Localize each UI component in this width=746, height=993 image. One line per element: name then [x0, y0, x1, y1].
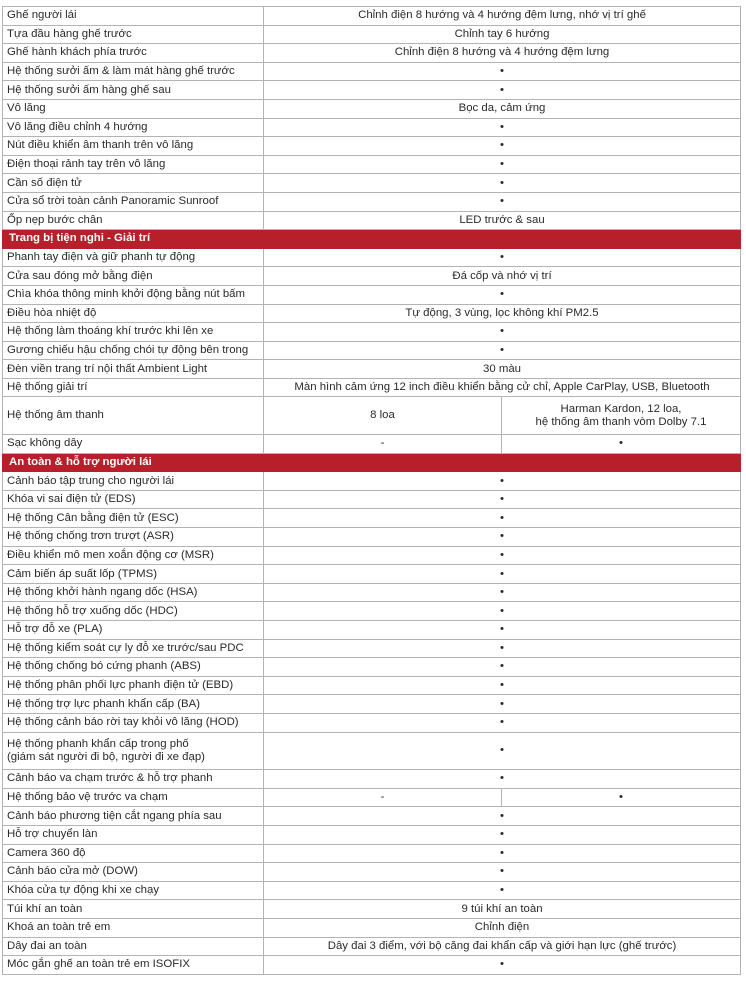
spec-table-body — [3, 7, 741, 975]
spec-value: Bọc da, cảm ứng — [264, 99, 741, 118]
spec-label: Ốp nẹp bước chân — [3, 211, 264, 230]
availability-bullet: • — [264, 658, 741, 677]
spec-row — [3, 825, 741, 844]
spec-row — [3, 7, 741, 26]
spec-table — [2, 6, 741, 975]
spec-row — [3, 546, 741, 565]
availability-bullet: • — [264, 490, 741, 509]
spec-label: Hệ thống trợ lực phanh khẩn cấp (BA) — [3, 695, 264, 714]
spec-label: Hệ thống giải trí — [3, 378, 264, 397]
availability-bullet: • — [264, 583, 741, 602]
spec-row — [3, 360, 741, 379]
variant-a-value: - — [264, 435, 502, 454]
spec-label-line: Hệ thống phanh khẩn cấp trong phố — [7, 737, 189, 750]
section-title: Trang bị tiện nghi - Giải trí — [3, 230, 741, 249]
availability-bullet: • — [264, 509, 741, 528]
availability-bullet: • — [264, 807, 741, 826]
spec-row — [3, 155, 741, 174]
availability-bullet: • — [264, 137, 741, 156]
spec-row — [3, 378, 741, 397]
spec-label: Dây đai an toàn — [3, 937, 264, 956]
spec-label — [3, 732, 264, 770]
variant-b-value: • — [502, 788, 741, 807]
spec-label: Hệ thống chống bó cứng phanh (ABS) — [3, 658, 264, 677]
spec-row — [3, 25, 741, 44]
availability-bullet: • — [264, 770, 741, 789]
spec-label: Ghế hành khách phía trước — [3, 44, 264, 63]
availability-bullet: • — [264, 732, 741, 770]
spec-row — [3, 770, 741, 789]
spec-row — [3, 658, 741, 677]
spec-label: Sạc không dây — [3, 435, 264, 454]
spec-row — [3, 639, 741, 658]
spec-value: 30 màu — [264, 360, 741, 379]
spec-row — [3, 918, 741, 937]
spec-label-line: (giám sát người đi bộ, người đi xe đạp) — [7, 750, 205, 763]
spec-row — [3, 881, 741, 900]
spec-label: Chìa khóa thông minh khởi động bằng nút bấm — [3, 285, 264, 304]
variant-b-value — [502, 397, 741, 435]
spec-row — [3, 509, 741, 528]
spec-label: Cảm biến áp suất lốp (TPMS) — [3, 565, 264, 584]
spec-row — [3, 676, 741, 695]
spec-value: LED trước & sau — [264, 211, 741, 230]
spec-row — [3, 621, 741, 640]
spec-label: Móc gắn ghế an toàn trẻ em ISOFIX — [3, 956, 264, 975]
spec-label: Camera 360 độ — [3, 844, 264, 863]
spec-row — [3, 44, 741, 63]
spec-label: Hệ thống Cân bằng điện tử (ESC) — [3, 509, 264, 528]
availability-bullet: • — [264, 565, 741, 584]
spec-label: Hệ thống khởi hành ngang dốc (HSA) — [3, 583, 264, 602]
spec-value: Màn hình cảm ứng 12 inch điều khiển bằng cử chỉ, Apple CarPlay, USB, Bluetooth — [264, 378, 741, 397]
spec-label: Hệ thống kiểm soát cự ly đỗ xe trước/sau PDC — [3, 639, 264, 658]
availability-bullet: • — [264, 825, 741, 844]
availability-bullet: • — [264, 192, 741, 211]
spec-row — [3, 788, 741, 807]
availability-bullet: • — [264, 546, 741, 565]
spec-label: Túi khí an toàn — [3, 900, 264, 919]
spec-row — [3, 211, 741, 230]
spec-label: Vô lăng — [3, 99, 264, 118]
spec-row — [3, 472, 741, 491]
spec-row — [3, 81, 741, 100]
availability-bullet: • — [264, 174, 741, 193]
variant-a-value: - — [264, 788, 502, 807]
variant-b-line: Harman Kardon, 12 loa, — [560, 402, 682, 415]
availability-bullet: • — [264, 713, 741, 732]
spec-row — [3, 137, 741, 156]
spec-label: Tựa đầu hàng ghế trước — [3, 25, 264, 44]
spec-row — [3, 397, 741, 435]
spec-value: Tự động, 3 vùng, lọc không khí PM2.5 — [264, 304, 741, 323]
spec-label: Ghế người lái — [3, 7, 264, 26]
spec-label: Cảnh báo tập trung cho người lái — [3, 472, 264, 491]
availability-bullet: • — [264, 844, 741, 863]
spec-label: Cửa sau đóng mở bằng điện — [3, 267, 264, 286]
spec-label: Hệ thống làm thoáng khí trước khi lên xe — [3, 323, 264, 342]
spec-value: Chỉnh điện 8 hướng và 4 hướng đệm lưng — [264, 44, 741, 63]
availability-bullet: • — [264, 621, 741, 640]
spec-row — [3, 490, 741, 509]
spec-label: Khoá an toàn trẻ em — [3, 918, 264, 937]
spec-label: Hệ thống chống trơn trượt (ASR) — [3, 528, 264, 547]
spec-label: Hệ thống sưởi ấm hàng ghế sau — [3, 81, 264, 100]
availability-bullet: • — [264, 118, 741, 137]
spec-row — [3, 602, 741, 621]
spec-label: Khóa cửa tự động khi xe chạy — [3, 881, 264, 900]
spec-value: 9 túi khí an toàn — [264, 900, 741, 919]
availability-bullet: • — [264, 956, 741, 975]
section-header — [3, 230, 741, 249]
availability-bullet: • — [264, 81, 741, 100]
spec-row — [3, 863, 741, 882]
section-header — [3, 453, 741, 472]
spec-label: Hệ thống hỗ trợ xuống dốc (HDC) — [3, 602, 264, 621]
spec-label: Nút điều khiển âm thanh trên vô lăng — [3, 137, 264, 156]
spec-label: Phanh tay điện và giữ phanh tự động — [3, 248, 264, 267]
spec-row — [3, 285, 741, 304]
spec-row — [3, 583, 741, 602]
variant-a-value: 8 loa — [264, 397, 502, 435]
spec-row — [3, 807, 741, 826]
spec-label: Cảnh báo phương tiện cắt ngang phía sau — [3, 807, 264, 826]
availability-bullet: • — [264, 285, 741, 304]
spec-row — [3, 62, 741, 81]
spec-row — [3, 118, 741, 137]
spec-label: Cảnh báo va chạm trước & hỗ trợ phanh — [3, 770, 264, 789]
spec-row — [3, 844, 741, 863]
spec-label: Hỗ trợ chuyển làn — [3, 825, 264, 844]
spec-label: Hệ thống bảo vệ trước va chạm — [3, 788, 264, 807]
spec-label: Cần số điện tử — [3, 174, 264, 193]
spec-label: Điện thoại rảnh tay trên vô lăng — [3, 155, 264, 174]
spec-value: Dây đai 3 điểm, với bộ căng đai khẩn cấp và giới hạn lực (ghế trước) — [264, 937, 741, 956]
variant-b-value: • — [502, 435, 741, 454]
spec-row — [3, 99, 741, 118]
availability-bullet: • — [264, 248, 741, 267]
spec-value: Chỉnh tay 6 hướng — [264, 25, 741, 44]
spec-value: Đá cốp và nhớ vị trí — [264, 267, 741, 286]
spec-label: Điều hòa nhiệt độ — [3, 304, 264, 323]
spec-label: Điều khiển mô men xoắn động cơ (MSR) — [3, 546, 264, 565]
availability-bullet: • — [264, 341, 741, 360]
spec-label: Gương chiếu hậu chống chói tự động bên trong — [3, 341, 264, 360]
availability-bullet: • — [264, 602, 741, 621]
spec-row — [3, 713, 741, 732]
spec-value: Chỉnh điện — [264, 918, 741, 937]
spec-row — [3, 341, 741, 360]
spec-label: Hệ thống âm thanh — [3, 397, 264, 435]
spec-label: Hệ thống phân phối lực phanh điện tử (EBD) — [3, 676, 264, 695]
spec-row — [3, 937, 741, 956]
spec-label: Cảnh báo cửa mở (DOW) — [3, 863, 264, 882]
spec-row — [3, 732, 741, 770]
spec-row — [3, 323, 741, 342]
availability-bullet: • — [264, 881, 741, 900]
availability-bullet: • — [264, 323, 741, 342]
spec-label: Khóa vi sai điện tử (EDS) — [3, 490, 264, 509]
spec-row — [3, 900, 741, 919]
spec-row — [3, 192, 741, 211]
spec-value: Chỉnh điện 8 hướng và 4 hướng đệm lưng, nhớ vị trí ghế — [264, 7, 741, 26]
spec-row — [3, 528, 741, 547]
spec-row — [3, 695, 741, 714]
spec-label: Hỗ trợ đỗ xe (PLA) — [3, 621, 264, 640]
spec-row — [3, 248, 741, 267]
variant-b-line: hệ thống âm thanh vòm Dolby 7.1 — [535, 415, 707, 428]
spec-label: Hệ thống cảnh báo rời tay khỏi vô lăng (HOD) — [3, 713, 264, 732]
spec-label: Đèn viền trang trí nội thất Ambient Light — [3, 360, 264, 379]
availability-bullet: • — [264, 62, 741, 81]
spec-label: Vô lăng điều chỉnh 4 hướng — [3, 118, 264, 137]
spec-label: Cửa sổ trời toàn cảnh Panoramic Sunroof — [3, 192, 264, 211]
availability-bullet: • — [264, 528, 741, 547]
availability-bullet: • — [264, 863, 741, 882]
spec-row — [3, 304, 741, 323]
section-title: An toàn & hỗ trợ người lái — [3, 453, 741, 472]
spec-row — [3, 956, 741, 975]
spec-row — [3, 267, 741, 286]
availability-bullet: • — [264, 155, 741, 174]
availability-bullet: • — [264, 676, 741, 695]
spec-row — [3, 435, 741, 454]
availability-bullet: • — [264, 639, 741, 658]
availability-bullet: • — [264, 695, 741, 714]
spec-row — [3, 565, 741, 584]
spec-row — [3, 174, 741, 193]
availability-bullet: • — [264, 472, 741, 491]
spec-label: Hệ thống sưởi ấm & làm mát hàng ghế trước — [3, 62, 264, 81]
